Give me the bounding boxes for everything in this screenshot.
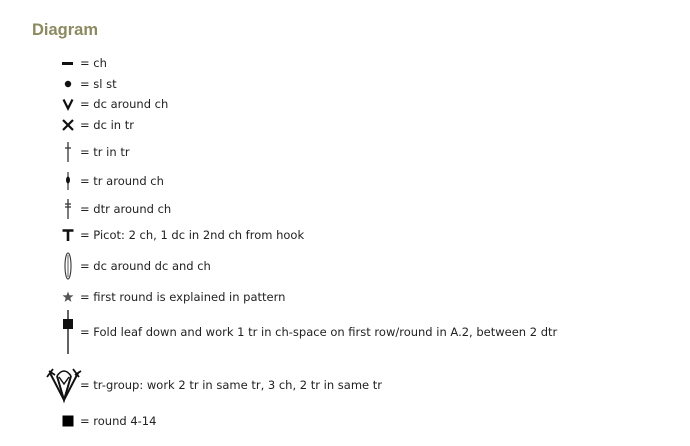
legend-text: = first round is explained in pattern: [80, 290, 286, 304]
legend-text: = tr around ch: [80, 174, 164, 188]
legend-item: [0, 287, 690, 307]
legend-item: [0, 256, 690, 276]
fold-leaf-icon: [56, 322, 80, 342]
legend-item: [0, 411, 690, 431]
legend-item: [0, 375, 690, 395]
tr-in-tr-icon: [56, 142, 80, 162]
legend-item: [0, 115, 690, 135]
dtr-around-ch-icon: [56, 199, 80, 219]
legend-text: = Fold leaf down and work 1 tr in ch-space on first row/round in A.2, between 2 dtr: [80, 325, 558, 339]
slip-stitch-icon: [56, 74, 80, 94]
star-icon: [56, 287, 80, 307]
legend-text: = tr-group: work 2 tr in same tr, 3 ch, 2 tr in same tr: [80, 378, 382, 392]
legend-item: [0, 142, 690, 162]
legend-text: = dc around ch: [80, 97, 169, 111]
legend-text: = tr in tr: [80, 145, 130, 159]
legend-item: [0, 171, 690, 191]
filled-square-icon: [56, 411, 80, 431]
legend-text: = dtr around ch: [80, 202, 172, 216]
legend-text: = Picot: 2 ch, 1 dc in 2nd ch from hook: [80, 228, 305, 242]
page-title: Diagram: [32, 21, 99, 39]
tr-around-ch-icon: [56, 171, 80, 191]
legend-text: = ch: [80, 56, 107, 70]
legend-text: = round 4-14: [80, 414, 157, 428]
chain-icon: [56, 53, 80, 73]
dc-in-tr-icon: [56, 115, 80, 135]
legend-item: [0, 74, 690, 94]
legend-text: = dc around dc and ch: [80, 259, 211, 273]
legend-item: [0, 53, 690, 73]
legend-item: [0, 94, 690, 114]
legend-text: = dc in tr: [80, 118, 134, 132]
dc-around-ch-icon: [56, 94, 80, 114]
legend-text: = sl st: [80, 77, 117, 91]
legend-item: [0, 225, 690, 245]
legend-item: [0, 322, 690, 342]
picot-icon: [56, 225, 80, 245]
tr-group-icon: [52, 375, 76, 395]
legend-item: [0, 199, 690, 219]
dc-around-dc-and-ch-icon: [56, 256, 80, 276]
